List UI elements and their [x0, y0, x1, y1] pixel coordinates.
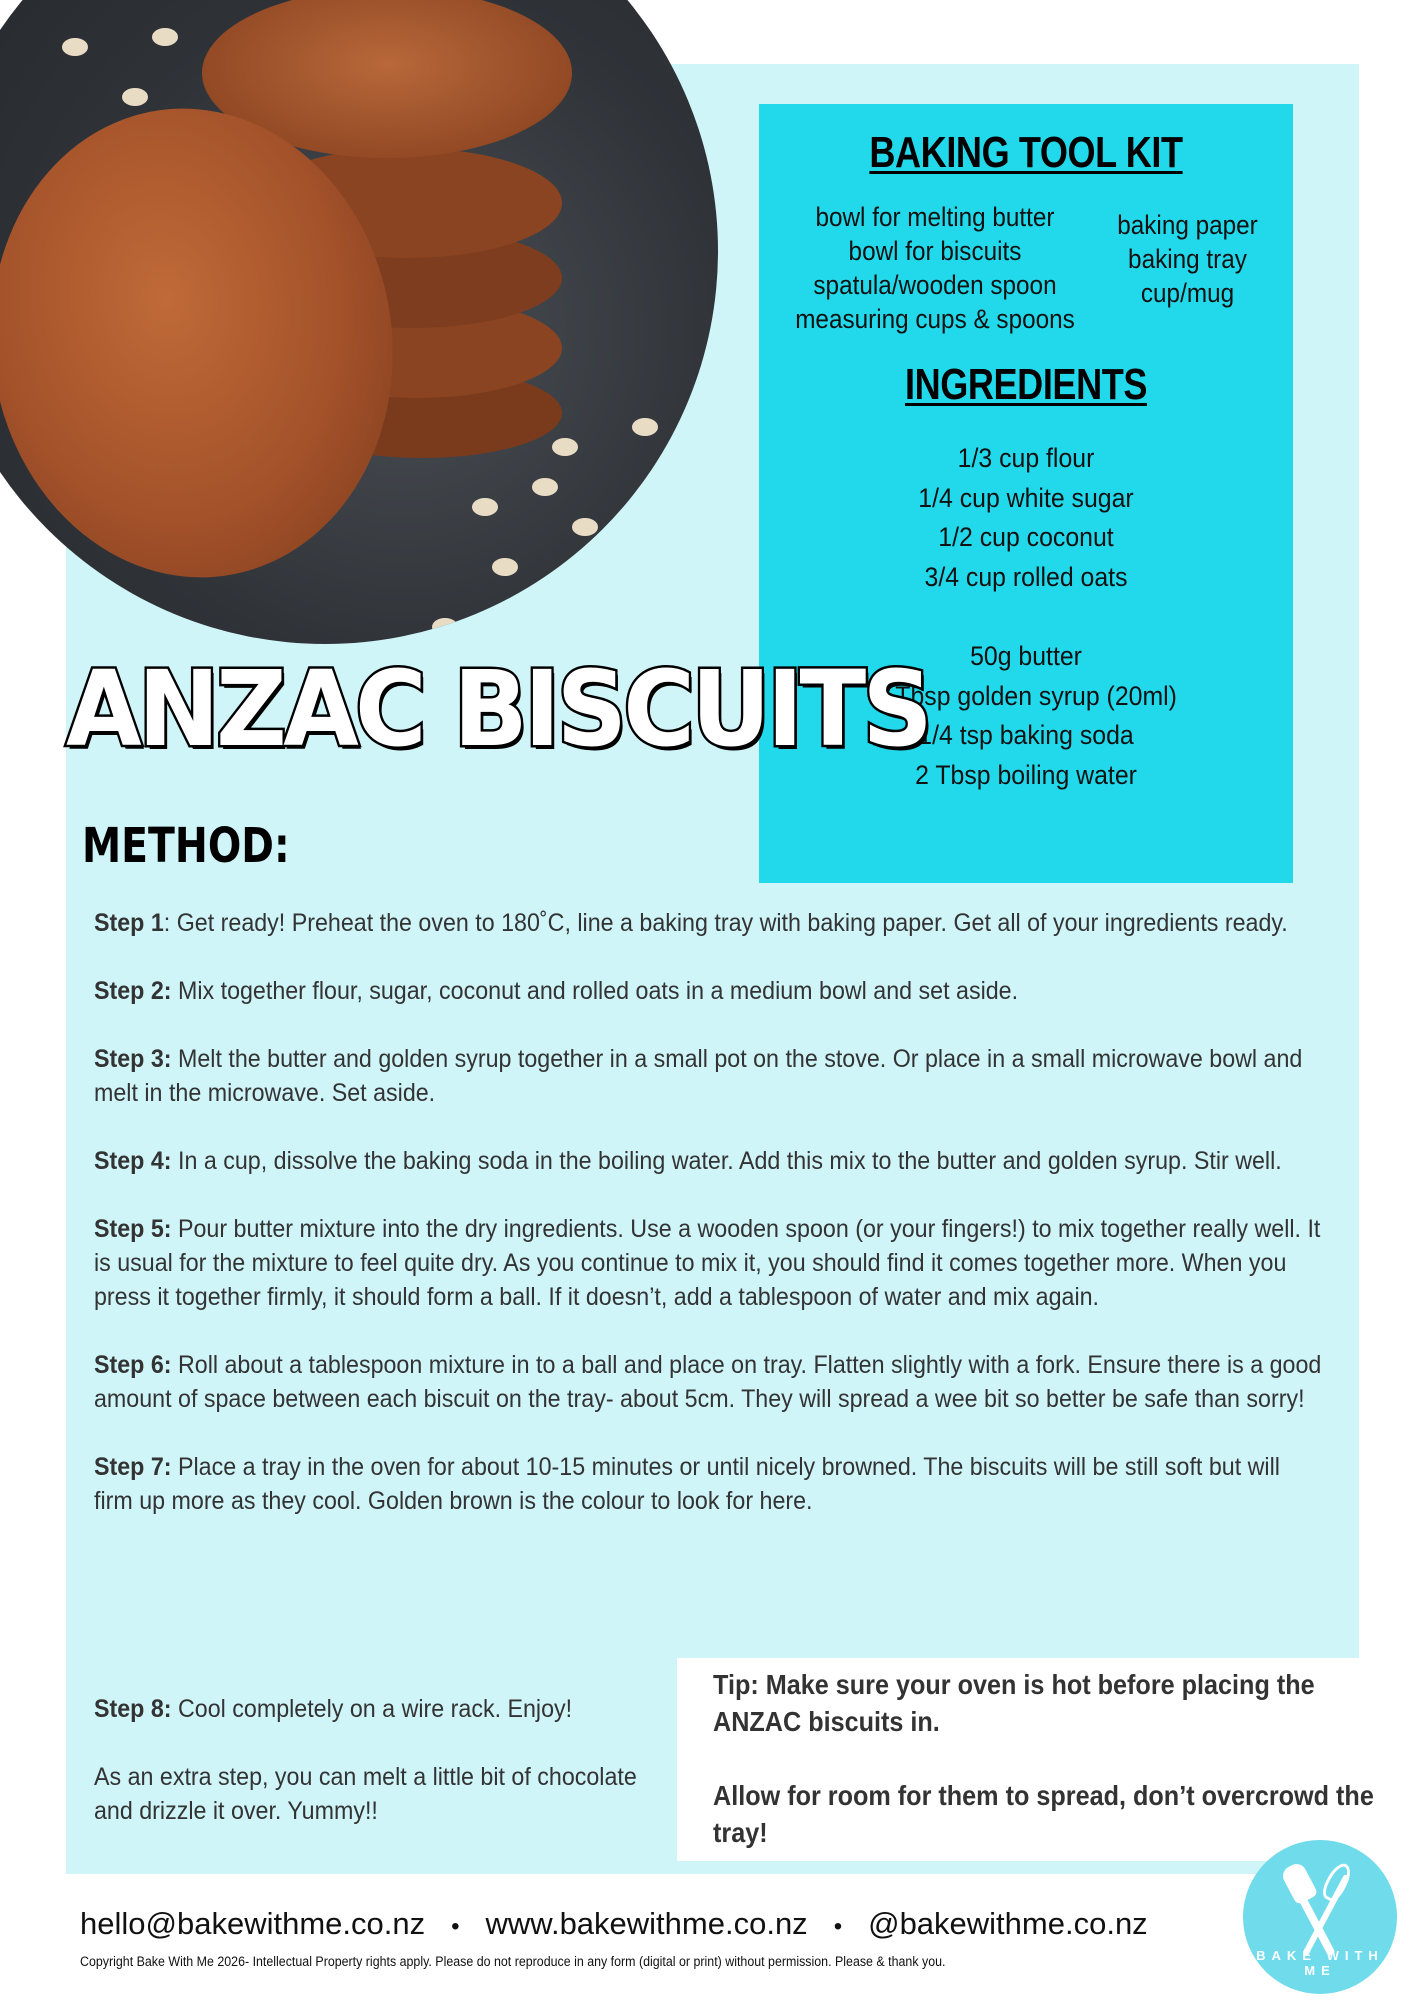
oat-flake	[612, 578, 638, 596]
ingredient-item: 1 Tbsp golden syrup (20ml)	[875, 680, 1177, 711]
logo-text: BAKE WITH ME	[1256, 1948, 1384, 1978]
step-text: In a cup, dissolve the baking soda in the boiling water. Add this mix to the butter and golden syrup. Stir well.	[177, 1147, 1282, 1175]
ingredient-item: 1/4 tsp baking soda	[918, 720, 1134, 750]
ingredient-item: 3/4 cup rolled oats	[924, 561, 1128, 592]
step-text: Melt the butter and golden syrup together in a small pot on the stove. Or place in a small microwave bowl and melt in the microwave. Set aside.	[94, 1045, 1303, 1107]
step-text: Get ready! Preheat the oven to 180˚C, line a baking tray with baking paper. Get all of your ingredients ready.	[176, 909, 1288, 937]
ingredients-dry-list	[759, 439, 1293, 597]
footer-contacts	[80, 1906, 1148, 1942]
step-text: Cool completely on a wire rack. Enjoy!	[177, 1695, 573, 1723]
oat-flake	[432, 618, 458, 636]
ingredient-item: 1/3 cup flour	[957, 443, 1095, 473]
bake-with-me-logo	[1243, 1840, 1397, 1994]
footer-email-link[interactable]: hello@bakewithme.co.nz	[80, 1906, 426, 1941]
toolkit-left-list	[787, 200, 1084, 336]
oat-flake	[122, 88, 148, 106]
oat-flake	[532, 478, 558, 496]
ingredient-item: 1/2 cup coconut	[938, 522, 1114, 552]
method-step-8	[94, 1692, 572, 1726]
oat-flake	[652, 498, 678, 516]
spatula-icon	[1279, 1861, 1318, 1906]
toolkit-heading: BAKING TOOL KIT	[869, 128, 1183, 177]
toolkit-item: bowl for melting butter	[815, 202, 1055, 232]
separator-dot: •	[833, 1913, 843, 1940]
method-heading: METHOD:	[82, 818, 290, 874]
toolkit-item: bowl for biscuits	[848, 236, 1022, 266]
extra-step-note: As an extra step, you can melt a little bit of chocolate and drizzle it over. Yummy!!	[94, 1763, 637, 1825]
whisk-icon	[1319, 1860, 1355, 1905]
tip-text: Tip: Make sure your oven is hot before placing the ANZAC biscuits in.	[713, 1669, 1315, 1737]
step-label: Step 3:	[94, 1045, 172, 1073]
method-step-3	[94, 1042, 1322, 1110]
oat-flake	[152, 28, 178, 46]
oat-flake	[632, 418, 658, 436]
separator-dot: •	[451, 1913, 460, 1940]
step-text: Place a tray in the oven for about 10-15 minutes or until nicely browned. The biscuits will be still soft but will firm up more as they cool. Golden brown is the colour to look for here.	[94, 1453, 1280, 1515]
footer-social-link[interactable]: @bakewithme.co.nz	[868, 1906, 1148, 1941]
recipe-title: ANZAC BISCUITS	[66, 648, 930, 770]
tip-box	[677, 1658, 1374, 1861]
oat-flake	[492, 558, 518, 576]
step-label: Step 5:	[94, 1215, 172, 1243]
step-label: Step 7:	[94, 1453, 172, 1481]
oat-flake	[472, 498, 498, 516]
method-step-6	[94, 1348, 1322, 1416]
ingredient-item: 50g butter	[970, 641, 1082, 671]
method-step-2	[94, 974, 1322, 1008]
toolkit-item: baking tray	[1128, 244, 1247, 274]
step-label: Step 4:	[94, 1147, 172, 1175]
ingredient-item: 2 Tbsp boiling water	[915, 759, 1137, 790]
method-steps	[94, 906, 1334, 1552]
toolkit-item: cup/mug	[1140, 278, 1235, 308]
step-text: Roll about a tablespoon mixture in to a ball and place on tray. Flatten slightly with a fork. Ensure there is a good amount of space between each biscuit on the tray- about 5cm. They will spread a wee bit so better be safe than sorry!	[94, 1351, 1322, 1413]
step-label: Step 2:	[94, 977, 172, 1005]
method-step-4	[94, 1144, 1322, 1178]
step-separator: :	[163, 909, 177, 937]
oat-flake	[572, 518, 598, 536]
method-step-7	[94, 1450, 1322, 1518]
toolkit-item: spatula/wooden spoon	[813, 270, 1057, 300]
step-text: Mix together flour, sugar, coconut and rolled oats in a medium bowl and set aside.	[177, 977, 1019, 1005]
copyright-notice: Copyright Bake With Me 2026- Intellectual Property rights apply. Please do not reproduce in any form (digital or print) without permission. Please & thank you.	[80, 1954, 946, 1969]
ingredients-heading: INGREDIENTS	[904, 360, 1148, 409]
footer-website-link[interactable]: www.bakewithme.co.nz	[485, 1906, 808, 1941]
toolkit-item: measuring cups & spoons	[795, 304, 1075, 334]
oat-flake	[62, 38, 88, 56]
step-label: Step 1	[94, 909, 164, 937]
tip-text: Allow for room for them to spread, don’t overcrowd the tray!	[713, 1780, 1374, 1848]
toolkit-item: baking paper	[1117, 210, 1258, 240]
method-step-5	[94, 1212, 1322, 1314]
toolkit-right-list	[1109, 208, 1267, 310]
step-label: Step 6:	[94, 1351, 172, 1379]
ingredient-item: 1/4 cup white sugar	[918, 482, 1134, 513]
method-step-1	[94, 906, 1322, 940]
oat-flake	[552, 438, 578, 456]
step-text: Pour butter mixture into the dry ingredients. Use a wooden spoon (or your fingers!) to mix together really well. It is usual for the mixture to feel quite dry. As you continue to mix it, you should find it comes together more. When you press it together firmly, it should form a ball. If it doesn’t, add a tablespoon of water and mix again.	[94, 1215, 1321, 1311]
step-label: Step 8:	[94, 1695, 172, 1723]
